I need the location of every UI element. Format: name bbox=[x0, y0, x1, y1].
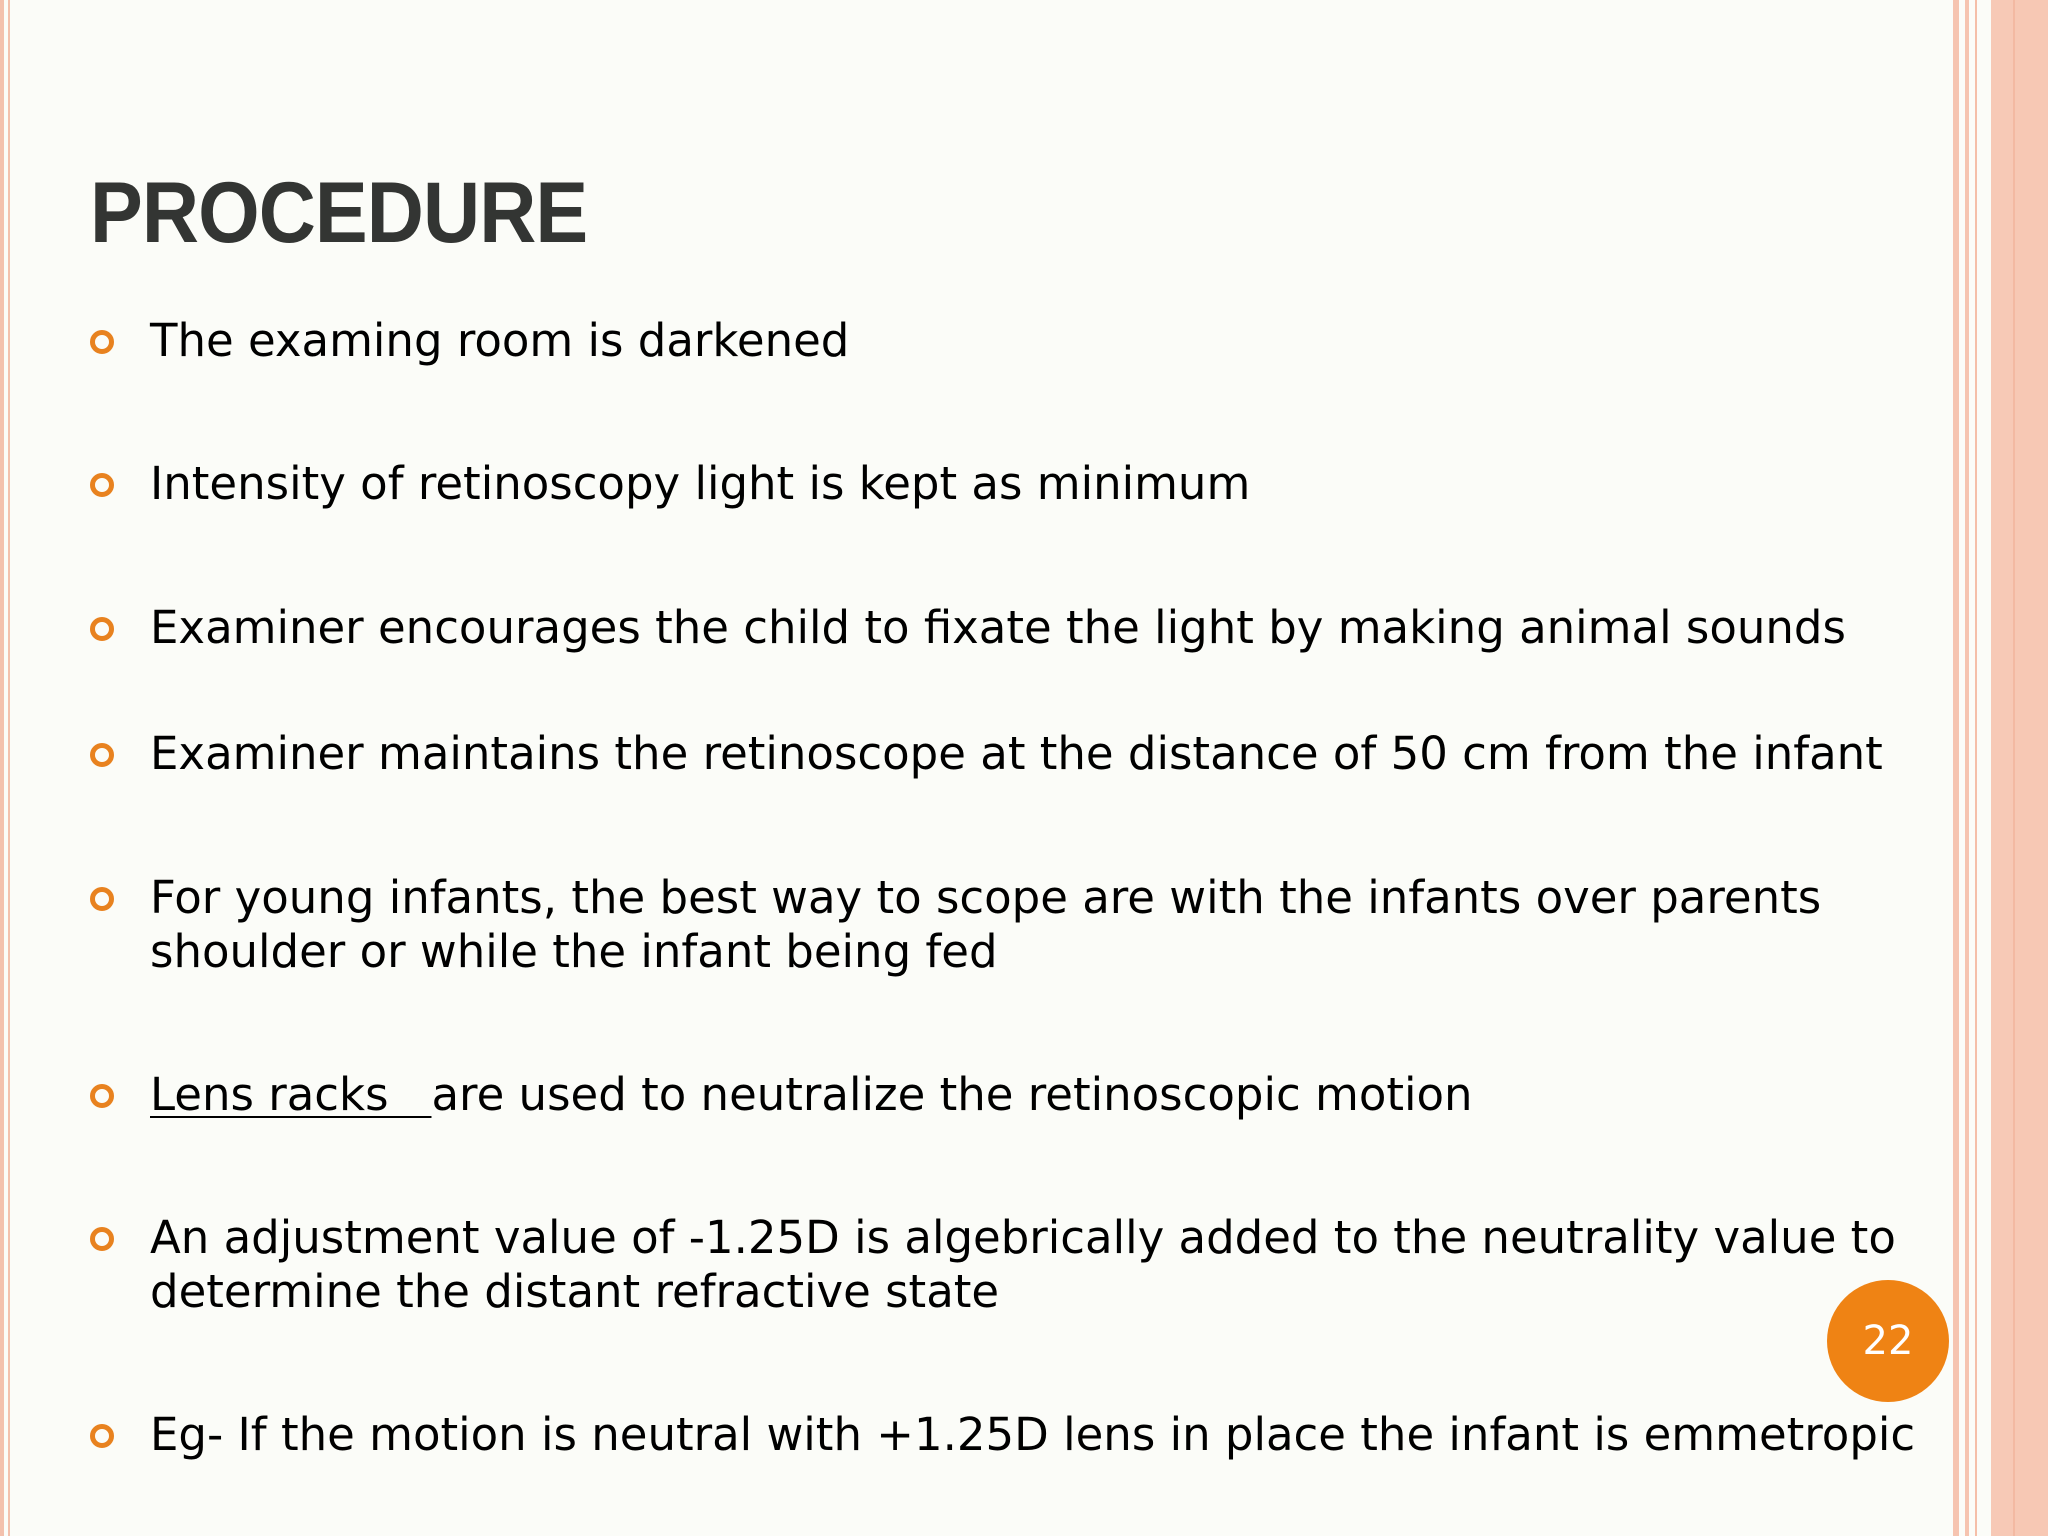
bullet-circle-icon bbox=[90, 743, 114, 767]
bullet-text-rest: are used to neutralize the retinoscopic motion bbox=[431, 1068, 1473, 1121]
bullet-text: Examiner encourages the child to fixate the light by making animal sounds bbox=[150, 601, 1846, 654]
bullet-circle-icon bbox=[90, 473, 114, 497]
page-number-badge: 22 bbox=[1827, 1280, 1949, 1402]
left-decorative-border bbox=[0, 0, 14, 1536]
bullet-circle-icon bbox=[90, 1227, 114, 1251]
bullet-text: An adjustment value of -1.25D is algebrically added to the neutrality value to determine the distant refractive state bbox=[150, 1211, 1896, 1318]
bullet-circle-icon bbox=[90, 1424, 114, 1448]
slide-title: PROCEDURE bbox=[90, 165, 588, 261]
bullet-text: For young infants, the best way to scope are with the infants over parents shoulder or while the infant being fed bbox=[150, 871, 1822, 978]
bullet-text: The examing room is darkened bbox=[150, 314, 850, 367]
bullet-text: Intensity of retinoscopy light is kept as minimum bbox=[150, 457, 1251, 510]
bullet-circle-icon bbox=[90, 330, 114, 354]
bullet-circle-icon bbox=[90, 617, 114, 641]
bullet-text bbox=[150, 1068, 1930, 1122]
right-decorative-border bbox=[1953, 0, 2048, 1536]
bullet-circle-icon bbox=[90, 1084, 114, 1108]
bullet-text: Eg- If the motion is neutral with +1.25D lens in place the infant is emmetropic bbox=[150, 1408, 1916, 1461]
lens-racks-link-text: Lens racks bbox=[150, 1068, 432, 1121]
bullet-circle-icon bbox=[90, 887, 114, 911]
bullet-text: Examiner maintains the retinoscope at the distance of 50 cm from the infant bbox=[150, 727, 1883, 780]
